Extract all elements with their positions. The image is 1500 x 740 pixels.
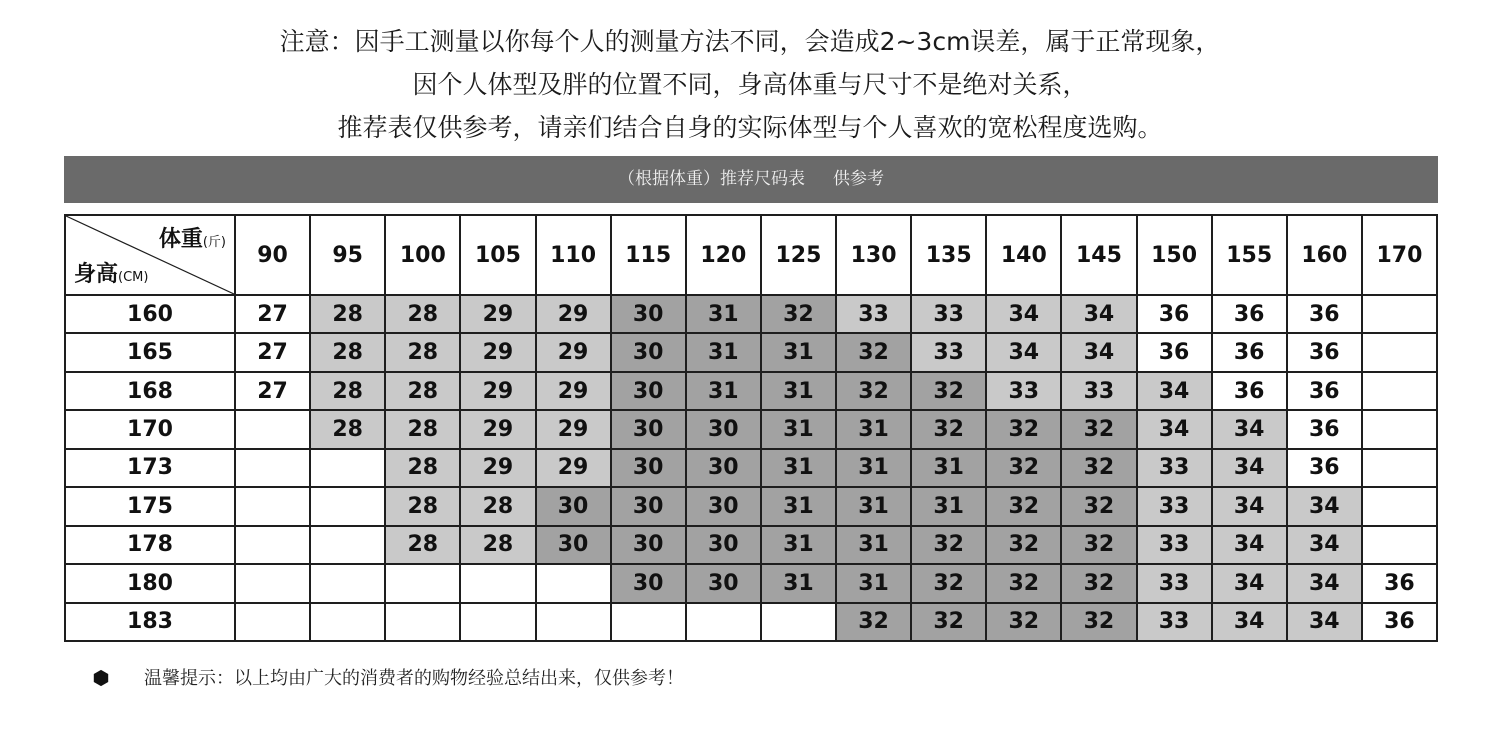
notice-text [0,20,1500,149]
size-cell [686,603,761,642]
weight-header-cell: 100 [385,215,460,295]
size-chart-banner [64,156,1438,203]
height-axis-label: 身高(CM) [74,262,149,287]
size-cell: 34 [1287,526,1362,564]
size-cell: 32 [986,526,1061,564]
size-cell [611,603,686,642]
tip-text: 温馨提示：以上均由广大的消费者的购物经验总结出来，仅供参考！ [144,668,684,689]
weight-header-cell: 110 [536,215,611,295]
size-cell: 33 [1061,372,1136,410]
size-cell: 29 [536,372,611,410]
size-cell: 28 [385,295,460,333]
size-cell: 34 [1287,603,1362,642]
size-cell: 32 [986,449,1061,487]
weight-header-cell: 115 [611,215,686,295]
hexagon-bullet-icon [92,669,110,687]
size-cell: 36 [1137,333,1212,371]
size-cell: 34 [1212,603,1287,642]
size-cell: 27 [235,372,310,410]
size-cell: 36 [1212,295,1287,333]
table-row [65,372,1437,410]
size-cell: 30 [686,564,761,602]
size-chart-table [64,214,1438,642]
size-cell: 28 [385,410,460,448]
weight-header-cell: 135 [911,215,986,295]
size-cell [310,487,385,525]
size-cell: 32 [1061,487,1136,525]
size-cell: 31 [911,487,986,525]
size-cell [1362,449,1437,487]
size-cell [1362,295,1437,333]
size-cell: 34 [1061,333,1136,371]
size-cell: 31 [836,410,911,448]
size-cell: 30 [686,487,761,525]
size-cell: 34 [1212,526,1287,564]
size-cell: 31 [686,372,761,410]
size-cell: 29 [460,295,535,333]
size-cell: 32 [761,295,836,333]
banner-subtitle: 供参考 [833,169,884,189]
size-cell: 28 [385,487,460,525]
size-cell [536,603,611,642]
size-cell: 30 [611,372,686,410]
size-cell: 34 [1212,449,1287,487]
size-cell: 34 [986,333,1061,371]
size-cell: 30 [686,410,761,448]
size-cell: 34 [1137,410,1212,448]
size-cell [235,603,310,642]
size-cell: 36 [1287,295,1362,333]
weight-header-cell: 120 [686,215,761,295]
size-cell: 34 [1137,372,1212,410]
notice-line-1: 注意：因手工测量以你每个人的测量方法不同，会造成2~3cm误差，属于正常现象， [279,27,1221,56]
size-cell: 33 [1137,526,1212,564]
weight-header-cell: 160 [1287,215,1362,295]
size-cell: 30 [536,526,611,564]
size-cell: 31 [836,487,911,525]
size-cell [536,564,611,602]
size-cell [235,487,310,525]
size-cell: 33 [986,372,1061,410]
table-corner-header [65,215,235,295]
size-cell: 32 [1061,564,1136,602]
size-cell: 32 [1061,449,1136,487]
table-row [65,564,1437,602]
size-cell [460,564,535,602]
size-cell: 36 [1362,603,1437,642]
size-cell: 32 [986,410,1061,448]
size-cell: 32 [836,333,911,371]
height-cell: 165 [65,333,235,371]
size-cell: 31 [686,295,761,333]
weight-axis-label: 体重(斤) [158,227,226,252]
size-cell: 30 [611,295,686,333]
height-cell: 175 [65,487,235,525]
height-cell: 168 [65,372,235,410]
banner-title: （根据体重）推荐尺码表 [618,169,805,189]
weight-header-cell: 140 [986,215,1061,295]
size-cell: 33 [1137,487,1212,525]
size-cell: 31 [686,333,761,371]
table-row [65,603,1437,642]
size-cell: 34 [986,295,1061,333]
size-cell: 33 [911,295,986,333]
size-cell [235,526,310,564]
weight-header-cell: 95 [310,215,385,295]
size-cell [1362,526,1437,564]
size-cell: 28 [385,333,460,371]
size-cell: 28 [310,333,385,371]
table-row [65,449,1437,487]
weight-header-row [65,215,1437,295]
weight-header-cell: 145 [1061,215,1136,295]
size-cell: 32 [1061,526,1136,564]
size-cell: 33 [911,333,986,371]
table-row [65,295,1437,333]
weight-header-cell: 155 [1212,215,1287,295]
size-cell: 31 [836,564,911,602]
size-cell: 32 [986,603,1061,642]
size-cell: 29 [460,410,535,448]
size-cell: 32 [1061,603,1136,642]
size-cell: 31 [761,449,836,487]
size-cell: 34 [1287,564,1362,602]
size-cell [1362,487,1437,525]
size-cell: 36 [1212,333,1287,371]
size-cell: 29 [536,295,611,333]
size-cell: 36 [1212,372,1287,410]
size-cell: 30 [686,526,761,564]
size-cell: 28 [385,449,460,487]
size-cell: 34 [1212,410,1287,448]
size-cell [460,603,535,642]
size-cell [1362,372,1437,410]
size-cell: 28 [310,372,385,410]
size-cell: 31 [836,526,911,564]
size-cell: 31 [761,487,836,525]
size-cell: 27 [235,295,310,333]
size-cell: 33 [1137,603,1212,642]
size-cell [310,449,385,487]
size-cell: 28 [385,526,460,564]
size-cell: 29 [536,410,611,448]
warm-tip [92,664,684,690]
table-row [65,410,1437,448]
size-cell: 34 [1212,487,1287,525]
size-cell: 36 [1287,449,1362,487]
size-cell [235,449,310,487]
size-cell [235,410,310,448]
size-cell: 29 [460,333,535,371]
size-cell: 33 [1137,449,1212,487]
size-cell: 28 [385,372,460,410]
table-row [65,526,1437,564]
size-cell [310,526,385,564]
size-cell: 28 [310,410,385,448]
size-cell: 36 [1287,372,1362,410]
height-cell: 173 [65,449,235,487]
size-cell: 31 [761,333,836,371]
weight-header-cell: 105 [460,215,535,295]
size-cell: 31 [761,410,836,448]
height-cell: 178 [65,526,235,564]
size-cell: 33 [836,295,911,333]
size-cell: 30 [686,449,761,487]
height-cell: 160 [65,295,235,333]
size-cell: 30 [611,333,686,371]
size-cell: 31 [761,526,836,564]
height-cell: 180 [65,564,235,602]
size-cell: 29 [536,333,611,371]
size-cell: 32 [911,603,986,642]
notice-line-3: 推荐表仅供参考，请亲们结合自身的实际体型与个人喜欢的宽松程度选购。 [337,113,1163,142]
size-cell: 27 [235,333,310,371]
size-cell [1362,410,1437,448]
size-cell: 31 [911,449,986,487]
size-cell: 32 [836,603,911,642]
weight-header-cell: 150 [1137,215,1212,295]
size-cell: 34 [1212,564,1287,602]
weight-header-cell: 125 [761,215,836,295]
size-cell [310,564,385,602]
weight-header-cell: 170 [1362,215,1437,295]
size-cell: 30 [536,487,611,525]
size-cell: 32 [911,564,986,602]
size-cell: 34 [1287,487,1362,525]
size-cell [310,603,385,642]
size-cell: 28 [460,526,535,564]
size-cell: 36 [1362,564,1437,602]
size-cell: 30 [611,449,686,487]
size-cell: 32 [986,487,1061,525]
size-cell: 29 [460,372,535,410]
size-cell: 34 [1061,295,1136,333]
size-cell: 31 [761,564,836,602]
size-cell: 29 [536,449,611,487]
size-cell: 32 [911,372,986,410]
notice-line-2: 因个人体型及胖的位置不同，身高体重与尺寸不是绝对关系， [412,70,1088,99]
size-cell: 30 [611,564,686,602]
size-cell: 30 [611,410,686,448]
size-cell [385,603,460,642]
size-cell: 32 [911,526,986,564]
weight-header-cell: 130 [836,215,911,295]
size-cell: 28 [460,487,535,525]
size-cell [235,564,310,602]
table-row [65,333,1437,371]
size-cell: 32 [911,410,986,448]
size-cell: 36 [1137,295,1212,333]
size-cell: 28 [310,295,385,333]
size-cell: 30 [611,526,686,564]
table-row [65,487,1437,525]
size-cell: 33 [1137,564,1212,602]
size-cell: 36 [1287,333,1362,371]
size-cell [385,564,460,602]
size-cell: 31 [836,449,911,487]
height-cell: 183 [65,603,235,642]
size-cell: 32 [986,564,1061,602]
size-cell: 30 [611,487,686,525]
size-cell: 31 [761,372,836,410]
size-cell: 32 [1061,410,1136,448]
size-cell [761,603,836,642]
size-cell: 36 [1287,410,1362,448]
size-cell [1362,333,1437,371]
size-cell: 32 [836,372,911,410]
size-cell: 29 [460,449,535,487]
weight-header-cell: 90 [235,215,310,295]
height-cell: 170 [65,410,235,448]
size-chart-body [65,295,1437,641]
